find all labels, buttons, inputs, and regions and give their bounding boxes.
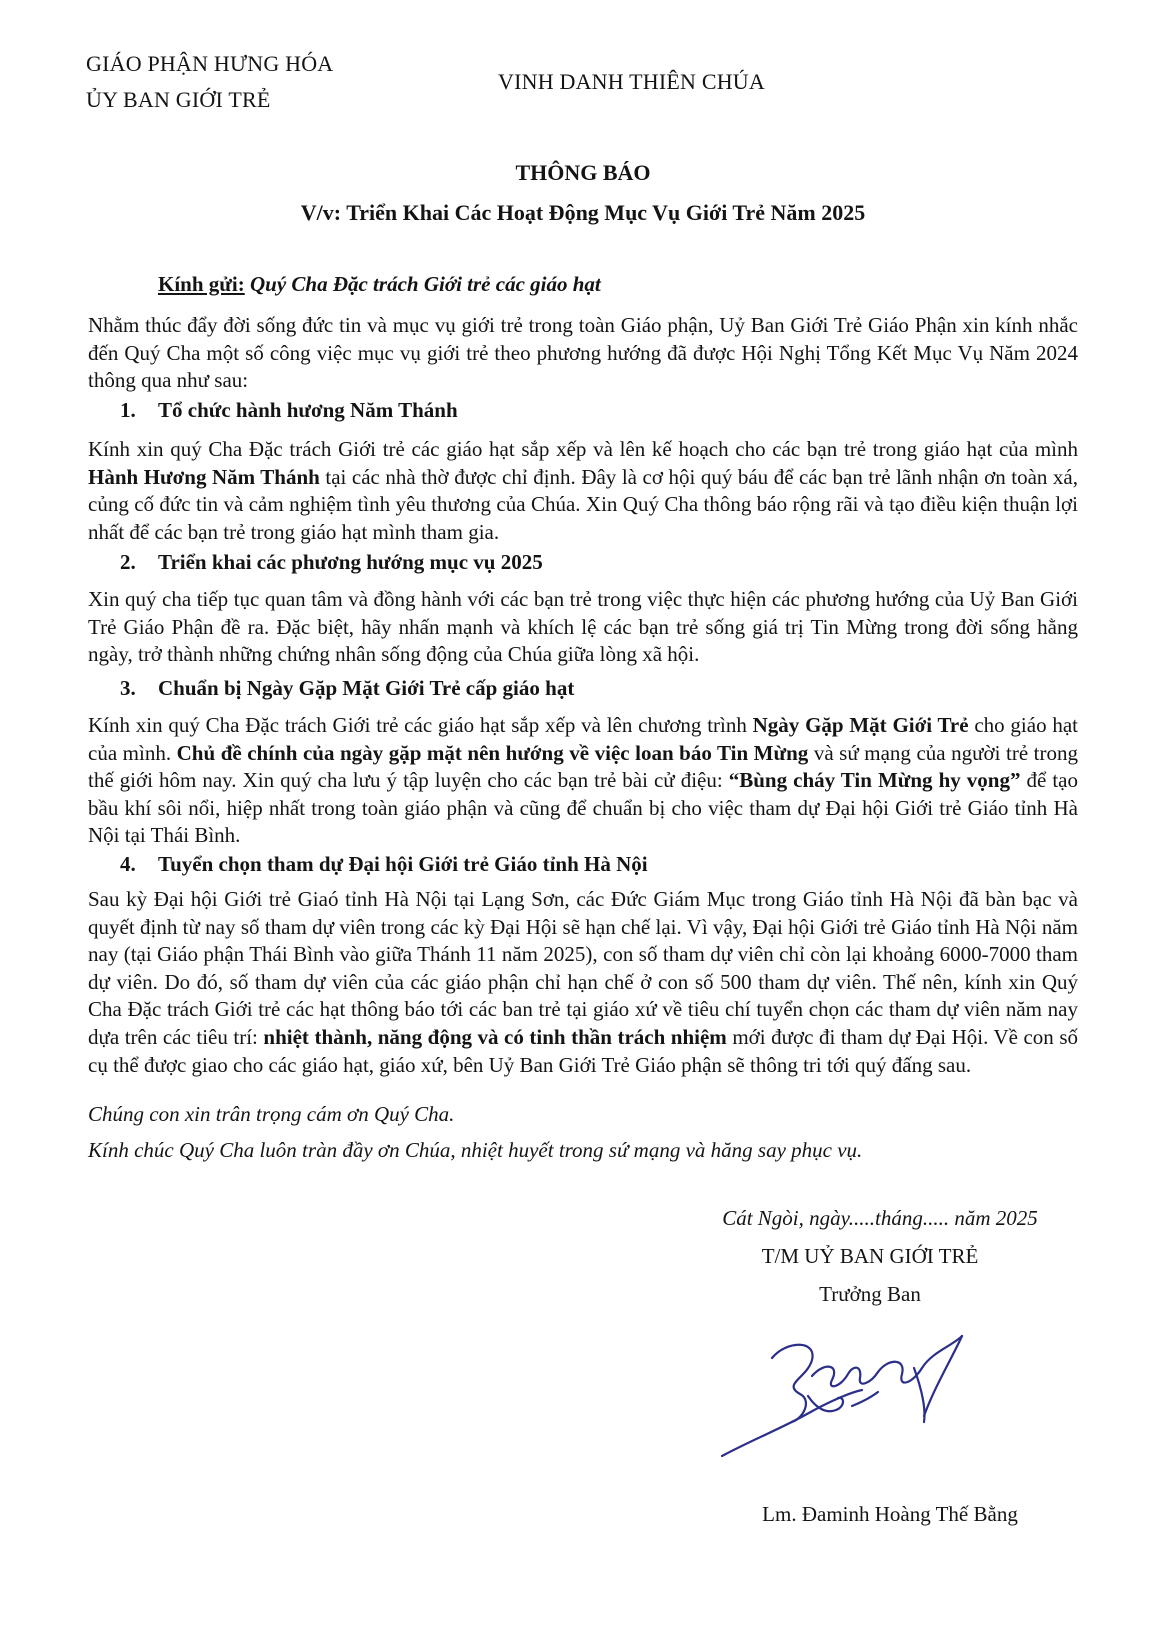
highlight-main-theme: Chủ đề chính của ngày gặp mặt nên hướng về việc loan báo Tin Mừng [176,740,809,765]
document-subject: V/v: Triển Khai Các Hoạt Động Mục Vụ Giới Trẻ Năm 2025 [300,200,866,225]
intro-paragraph: Nhằm thúc đẩy đời sống đức tin và mục vụ giới trẻ trong toàn Giáo phận, Uỷ Ban Giới Trẻ Giáo Phận xin kính nhắc đến Quý Cha một số công việc mục vụ giới trẻ theo phương hướng đã được Hội Nghị Tổng Kết Mục Vụ Năm 2024 thông qua như sau: [88,313,1078,393]
section-number: 2. [120,550,136,574]
section-title: Tuyển chọn tham dự Đại hội Giới trẻ Giáo tỉnh Hà Nội [158,852,648,876]
handwritten-signature [712,1318,1002,1478]
greeting-line [158,272,601,297]
section-number: 1. [120,398,136,422]
greeting-recipient: Quý Cha Đặc trách Giới trẻ các giáo hạt [249,272,601,296]
section-title: Tổ chức hành hương Năm Thánh [158,398,458,422]
section-2-heading [120,550,543,575]
highlight-criteria: nhiệt thành, năng động và có tinh thần trách nhiệm [263,1024,727,1049]
section-2-paragraph: Xin quý cha tiếp tục quan tâm và đồng hành với các bạn trẻ trong việc thực hiện các phương hướng của Uỷ Ban Giới Trẻ Giáo Phận đề ra. Đặc biệt, hãy nhấn mạnh và khích lệ các bạn trẻ sống giá trị Tin Mừng trong đời sống hằng ngày, trở thành những chứng nhân sống động của Chúa giữa lòng xã hội. [88,587,1078,667]
section-4-heading [120,852,648,877]
place-date: Cát Ngòi, ngày.....tháng..... năm 2025 [722,1206,1038,1230]
document-title: THÔNG BÁO [515,160,651,185]
motto: VINH DANH THIÊN CHÚA [498,69,765,94]
highlight-youth-day: Ngày Gặp Mặt Giới Trẻ [752,713,969,737]
section-title: Chuẩn bị Ngày Gặp Mặt Giới Trẻ cấp giáo hạt [158,676,575,700]
section-number: 4. [120,852,136,876]
signer-position: Trưởng Ban [819,1282,921,1306]
organization-header [86,46,333,118]
section-4-paragraph: Sau kỳ Đại hội Giới trẻ Giaó tỉnh Hà Nội tại Lạng Sơn, các Đức Giám Mục trong Giáo tỉnh Hà Nội đã bàn bạc và quyết định từ nay số tham dự viên trong các kỳ Đại Hội sẽ hạn chế lại. Vì vậy, Đại hội Giới trẻ Giáo tỉnh Hà Nội năm nay (tại Giáo phận Thái Bình vào giữa Thánh 11 năm 2025), con số tham dự viên chỉ còn lại khoảng 6000-7000 tham dự viên. Do đó, số tham dự viên của các giáo phận chỉ hạn chế ở con số 500 tham dự viên. Thế nên, kính xin Quý Cha Đặc trách Giới trẻ các hạt thông báo tới các ban trẻ tại giáo xứ về tiêu chí tuyển chọn các tham dự viên năm nay dựa trên các tiêu trí: nhiệt thành, năng động và có tinh thần trách nhiệm mới được đi tham dự Đại Hội. Về con số cụ thể được giao cho các giáo hạt, giáo xứ, bên Uỷ Ban Giới Trẻ Giáo phận sẽ thông tri tới quý đấng sau. [88,887,1078,1077]
highlight-dance-title: “Bùng cháy Tin Mừng hy vọng” [728,768,1021,793]
signer-name: Lm. Đaminh Hoàng Thế Bằng [762,1502,1018,1526]
committee-name: ỦY BAN GIỚI TRẺ [86,87,271,112]
section-1-heading [120,398,458,423]
section-3-heading [120,676,574,701]
diocese-name: GIÁO PHẬN HƯNG HÓA [86,51,334,76]
section-1-paragraph: Kính xin quý Cha Đặc trách Giới trẻ các giáo hạt sắp xếp và lên kế hoạch cho các bạn trẻ trong giáo hạt của mình Hành Hương Năm Thánh tại các nhà thờ được chỉ định. Đây là cơ hội quý báu để các bạn trẻ lãnh nhận ơn toàn xá, củng cố đức tin và cảm nghiệm tình yêu thương của Chúa. Xin Quý Cha thông báo rộng rãi và tạo điều kiện thuận lợi nhất để các bạn trẻ trong giáo hạt mình tham gia. [88,437,1078,544]
section-title: Triển khai các phương hướng mục vụ 2025 [158,550,543,574]
section-3-paragraph: Kính xin quý Cha Đặc trách Giới trẻ các giáo hạt sắp xếp và lên chương trình Ngày Gặp Mặt Giới Trẻ cho giáo hạt của mình. Chủ đề chính của ngày gặp mặt nên hướng về việc loan báo Tin Mừng và sứ mạng của người trẻ trong thế giới hôm nay. Xin quý cha lưu ý tập luyện cho các bạn trẻ bài cử điệu: “Bùng cháy Tin Mừng hy vọng” để tạo bầu khí sôi nổi, hiệp nhất trong toàn giáo phận và cũng để chuẩn bị cho việc tham dự Đại hội Giới trẻ Giáo tỉnh Hà Nội tại Thái Bình. [88,713,1079,848]
highlight-jubilee-pilgrimage: Hành Hương Năm Thánh [88,464,320,489]
section-number: 3. [120,676,136,700]
closing-wish: Kính chúc Quý Cha luôn tràn đầy ơn Chúa, nhiệt huyết trong sứ mạng và hăng say phục vụ. [88,1138,863,1162]
on-behalf-of: T/M UỶ BAN GIỚI TRẺ [761,1244,979,1268]
greeting-label: Kính gửi: [158,272,245,296]
closing-thanks: Chúng con xin trân trọng cám ơn Quý Cha. [88,1102,455,1126]
